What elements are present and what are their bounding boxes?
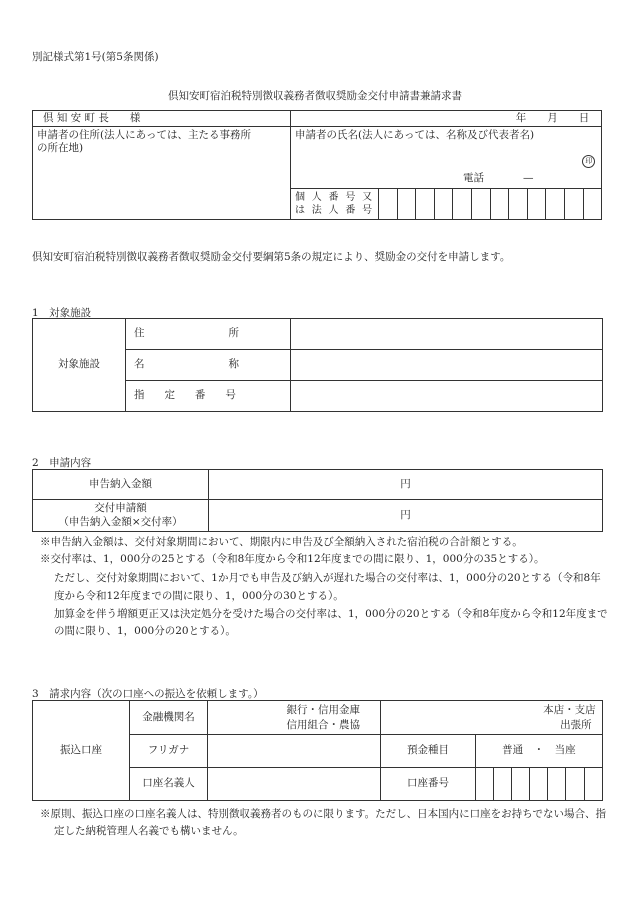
page-title: 倶知安町宿泊税特別徴収義務者徴収奨励金交付申請書兼請求書 [168,90,462,102]
bank-types-line1: 銀行・信用金庫 [286,704,360,717]
yen-unit: 円 [400,508,411,521]
note-item: 加算金を伴う増額更正又は決定処分を受けた場合の交付率は、1，000分の20とする（令和8年度から令和12年度までの間に限り、1，000分の20とする）。 [54,607,608,638]
phone-label: 電話 [463,172,484,184]
individual-number-label: 個 人 番 号 又 は 法 人 番 号 [291,189,379,220]
facility-group-label: 対象施設 [33,319,126,412]
number-digit-box[interactable] [583,189,602,220]
applicant-address-field[interactable] [33,127,291,220]
deposit-type-label: 預金種目 [381,735,476,768]
requested-amount-field[interactable] [209,500,603,532]
account-digit-box[interactable] [512,768,530,801]
declared-amount-label: 申告納入金額 [33,470,209,500]
note-item: ※申告納入金額は、交付対象期間において、期限内に申告及び全額納入された宿泊税の合計額とする。 [40,536,523,548]
account-digit-box[interactable] [530,768,548,801]
number-digit-box[interactable] [490,189,509,220]
deposit-type-selector[interactable]: 普通 ・ 当座 [476,735,603,768]
facility-address-field[interactable] [291,319,603,350]
phone-dash: — [523,172,534,184]
applicant-name-field[interactable] [291,127,602,189]
transfer-table [32,700,603,801]
account-digit-box[interactable] [494,768,512,801]
requested-amount-label-line1: 交付申請額 [94,501,147,514]
branch-line2: 出張所 [560,718,592,731]
bank-types-line2: 信用組合・農協 [286,718,360,731]
number-digit-box[interactable] [379,189,398,220]
account-holder-field[interactable] [208,768,381,801]
note-item: ただし、交付対象期間において、1か月でも申告及び納入が遅れた場合の交付率は、1，000分の20とする（令和8年度から令和12年度までの間に限り、1，000分の30とする）。 [54,572,601,602]
number-digit-box[interactable] [471,189,490,220]
number-digit-box[interactable] [416,189,435,220]
statement: 倶知安町宿泊税特別徴収義務者徴収奨励金交付要綱第5条の規定により、奨励金の交付を申請します。 [32,251,511,263]
section3-note: ※原則、振込口座の口座名義人は、特別徴収義務者のものに限ります。ただし、日本国内に口座をお持ちでない場合、指定した納税管理人名義でも構いません。 [40,808,607,838]
facility-designation-label: 指 定 番 号 [126,381,291,412]
number-digit-box[interactable] [564,189,583,220]
seal-icon: 印 [582,155,595,168]
section3-heading: 3 請求内容（次の口座への振込を依頼します。） [32,688,264,700]
applicant-address-label: 申請者の住所(法人にあっては、主たる事務所の所在地) [37,129,251,155]
facility-name-field[interactable] [291,350,603,381]
form-id: 別記様式第1号(第5条関係) [32,51,159,63]
account-digit-box[interactable] [566,768,584,801]
transfer-group-label: 振込口座 [33,701,130,801]
addressee: 倶 知 安 町 長 様 [33,111,291,127]
number-digit-box[interactable] [546,189,565,220]
section2-heading: 2 申請内容 [32,457,92,469]
applicant-name-label: 申請者の氏名(法人にあっては、名称及び代表者名) [295,129,535,141]
account-digit-box[interactable] [476,768,494,801]
account-digit-box[interactable] [584,768,602,801]
facility-table [32,318,603,412]
account-holder-label: 口座名義人 [130,768,208,801]
note-item: ※交付率は、1，000分の25とする（令和8年度から令和12年度までの間に限り、1，000分の35とする）。 [40,553,545,566]
furigana-label: フリガナ [130,735,208,768]
application-table [32,469,603,532]
number-digit-box[interactable] [434,189,453,220]
institution-label: 金融機関名 [130,701,208,735]
date-field[interactable]: 年 月 日 [291,111,602,127]
account-number-label: 口座番号 [381,768,476,801]
declared-amount-field[interactable] [209,470,603,500]
requested-amount-label [33,500,209,532]
section2-notes [40,536,610,641]
requested-amount-label-line2: （申告納入金額×交付率） [58,515,183,528]
number-digit-box[interactable] [453,189,472,220]
section1-heading: 1 対象施設 [32,307,92,319]
number-digit-box[interactable] [509,189,528,220]
facility-designation-field[interactable] [291,381,603,412]
branch-field[interactable] [381,701,603,735]
facility-name-label: 名 称 [126,350,291,381]
yen-unit: 円 [400,477,411,490]
account-digit-box[interactable] [548,768,566,801]
institution-field[interactable] [208,701,381,735]
furigana-field[interactable] [208,735,381,768]
branch-line1: 本店・支店 [543,704,596,717]
facility-address-label: 住 所 [126,319,291,350]
number-digit-box[interactable] [397,189,416,220]
applicant-table [32,110,602,220]
number-digit-box[interactable] [527,189,546,220]
